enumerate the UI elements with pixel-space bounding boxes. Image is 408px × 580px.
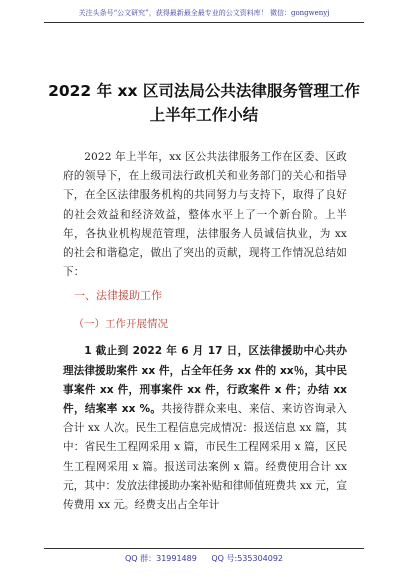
document-title-line2: 上半年工作小结: [149, 106, 259, 124]
header-divider: [44, 22, 364, 23]
footer-divider: [44, 548, 364, 549]
intro-paragraph: 2022 年上半年，xx 区公共法律服务工作在区委、区政府的领导下，在上级司法行政机关和业务部门的关心和指导下，在全区法律服务机构的共同努力与支持下，取得了良好的社会效益和经济效益，整体水平上了一个新台阶。上半年，各执业机构规范管理，法律服务人员诚信执业，为 xx 的社会和谐稳定，做出了突出的贡献，现将工作情况总结如下：: [63, 151, 347, 279]
document-body: [63, 148, 347, 515]
footer-qq-group: QQ 群：31991489: [124, 554, 197, 563]
statistics-paragraph: [63, 342, 347, 515]
page-header: 关注头条号“公文研究”，获得最新最全最专业的公文资料库！ 微信：gongwenyj: [78, 9, 330, 17]
statistics-normal-text: 共接待群众来电、来信、来访咨询录入合计 xx 人次。民生工程信息完成情况：报送信息 xx 篇，其中：省民生工程网采用 x 篇，市民生工程网采用 x 篇，区民生工程网采用 x 篇。报送司法案例 x 篇。经费使用合计 xx 元，其中：发放法律援助办案补贴和律师值班费共 xx 元，宣传费用 xx 元。经费支出占全年计: [63, 403, 347, 512]
statistics-bold-text: 1 截止到 2022 年 6 月 17 日，区法律援助中心共办理法律援助案件 xx 件，占全年任务 xx 件的 xx％，其中民事案件 xx 件，刑事案件 xx 件，行政案件 x 件；办结 xx 件，结案率 xx %。: [63, 345, 347, 416]
section-heading: 一、法律援助工作: [74, 289, 162, 303]
page-footer: [0, 553, 408, 564]
subsection-heading: （一）工作开展情况: [73, 318, 168, 331]
footer-qq-number: QQ 号:535304092: [211, 554, 284, 563]
document-title-line1: 2022 年 xx 区司法局公共法律服务管理工作: [48, 82, 360, 100]
